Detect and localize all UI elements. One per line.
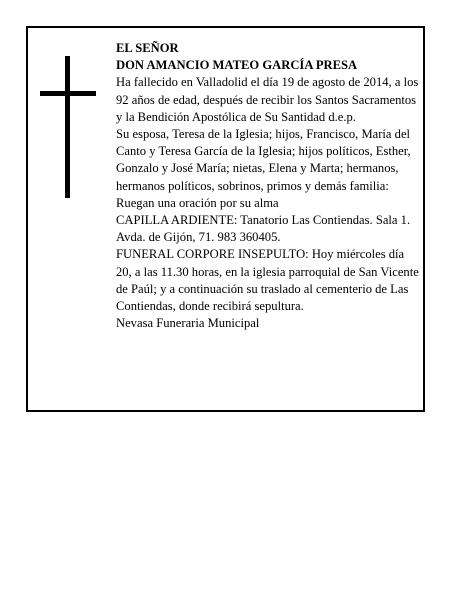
cross-vertical-bar bbox=[65, 56, 70, 198]
notice-text bbox=[116, 40, 421, 332]
chapel-info: CAPILLA ARDIENTE: Tanatorio Las Contiendas. Sala 1. Avda. de Gijón, 71. 983 360405. bbox=[116, 213, 411, 245]
funeral-home: Nevasa Funeraria Municipal bbox=[116, 316, 260, 331]
notice-title: EL SEÑOR bbox=[116, 41, 179, 55]
obituary-notice bbox=[26, 26, 425, 412]
family-list: Su esposa, Teresa de la Iglesia; hijos, Francisco, María del Canto y Teresa García de la Iglesia; hijos políticos, Esther, Gonzalo y José María; nietas, Elena y Marta; hermanos, hermanos políticos, sobrinos, primos y demás familia: bbox=[116, 127, 411, 193]
deceased-name: DON AMANCIO MATEO GARCÍA PRESA bbox=[116, 58, 358, 73]
funeral-info: FUNERAL CORPORE INSEPULTO: Hoy miércoles día 20, a las 11.30 horas, en la iglesia parroquial de San Vicente de Paúl; y a continuación su traslado al cementerio de Las Contiendas, donde recibirá sepultura. bbox=[116, 247, 419, 314]
cross-icon bbox=[40, 56, 96, 198]
death-announcement: Ha fallecido en Valladolid el día 19 de agosto de 2014, a los 92 años de edad, después de recibir los Santos Sacramentos y la Bendición Apostólica de Su Santidad d.e.p. bbox=[116, 75, 419, 124]
prayer-request: Ruegan una oración por su alma bbox=[116, 195, 279, 210]
cross-horizontal-bar bbox=[40, 91, 96, 96]
